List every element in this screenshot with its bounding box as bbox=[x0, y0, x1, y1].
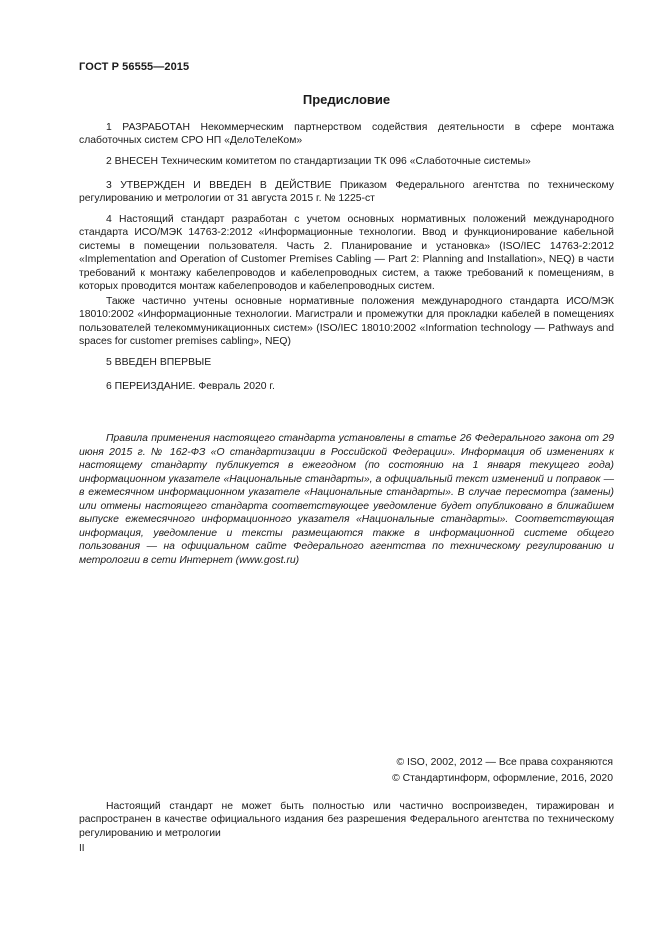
foreword-item-1: 1 РАЗРАБОТАН Некоммерческим партнерством содействия деятельности в сфере монтажа слаботочных систем СРО НП «ДелоТелеКом» bbox=[79, 122, 614, 147]
foreword-item-2: 2 ВНЕСЕН Техническим комитетом по стандартизации ТК 096 «Слаботочные системы» bbox=[106, 156, 531, 167]
reproduction-notice: Настоящий стандарт не может быть полностью или частично воспроизведен, тиражирован и распространен в качестве официального издания без разрешения Федерального агентства по техническому регулированию и метрологии bbox=[79, 801, 614, 839]
page-number: II bbox=[79, 843, 85, 854]
copyright-standartinform: © Стандартинформ, оформление, 2016, 2020 bbox=[392, 773, 613, 784]
copyright-iso: © ISO, 2002, 2012 — Все права сохраняются bbox=[396, 757, 613, 768]
application-rules-notice: Правила применения настоящего стандарта установлены в статье 26 Федерального закона от 29 июня 2015 г. № 162-ФЗ «О стандартизации в Российской Федерации». Информация об изменениях к настоящему стандарту публикуется в ежегодном (по состоянию на 1 января текущего года) информационном указателе «Национальные стандарты», а официальный текст изменений и поправок — в ежемесячном информационном указателе «Национальные стандарты». В случае пересмотра (замены) или отмены настоящего стандарта соответствующее уведомление будет опубликовано в ближайшем выпуске ежемесячного информационного указателя «Национальные стандарты». Соответствующая информация, уведомление и тексты размещаются также в информационной системе общего пользования — на официальном сайте Федерального агентства по техническому регулированию и метрологии в сети Интернет (www.gost.ru) bbox=[79, 433, 614, 566]
foreword-item-3: 3 УТВЕРЖДЕН И ВВЕДЕН В ДЕЙСТВИЕ Приказом Федерального агентства по техническому регулированию и метрологии от 31 августа 2015 г. № 1225-ст bbox=[79, 180, 614, 205]
foreword-item-4: 4 Настоящий стандарт разработан с учетом основных нормативных положений международного стандарта ИСО/МЭК 14763-2:2012 «Информационные технологии. Ввод и функционирование кабельной системы в помещении пользователя. Часть 2. Планирование и установка» (ISO/IEC 14763-2:2012 «Implementation and Operation of Customer Premises Cabling — Part 2: Planning and Installation», NEQ) в части требований к монтажу кабелепроводов и кабелепроводных систем, а также требований к помещениям, в которых проводится монтаж кабелепроводов и кабелепроводных систем. bbox=[79, 214, 614, 293]
foreword-item-5: 5 ВВЕДЕН ВПЕРВЫЕ bbox=[106, 357, 212, 368]
document-number: ГОСТ Р 56555—2015 bbox=[79, 61, 190, 73]
foreword-item-4-continuation: Также частично учтены основные нормативные положения международного стандарта ИСО/МЭК 18010:2002 «Информационные технологии. Магистрали и промежутки для прокладки кабелей в помещениях пользователей телекоммуникационных систем» (ISO/IEC 18010:2002 «Information technology — Pathways and spaces for customer premises cabling», NEQ) bbox=[79, 296, 614, 348]
section-title: Предисловие bbox=[302, 92, 391, 107]
foreword-item-6: 6 ПЕРЕИЗДАНИЕ. Февраль 2020 г. bbox=[106, 381, 275, 392]
